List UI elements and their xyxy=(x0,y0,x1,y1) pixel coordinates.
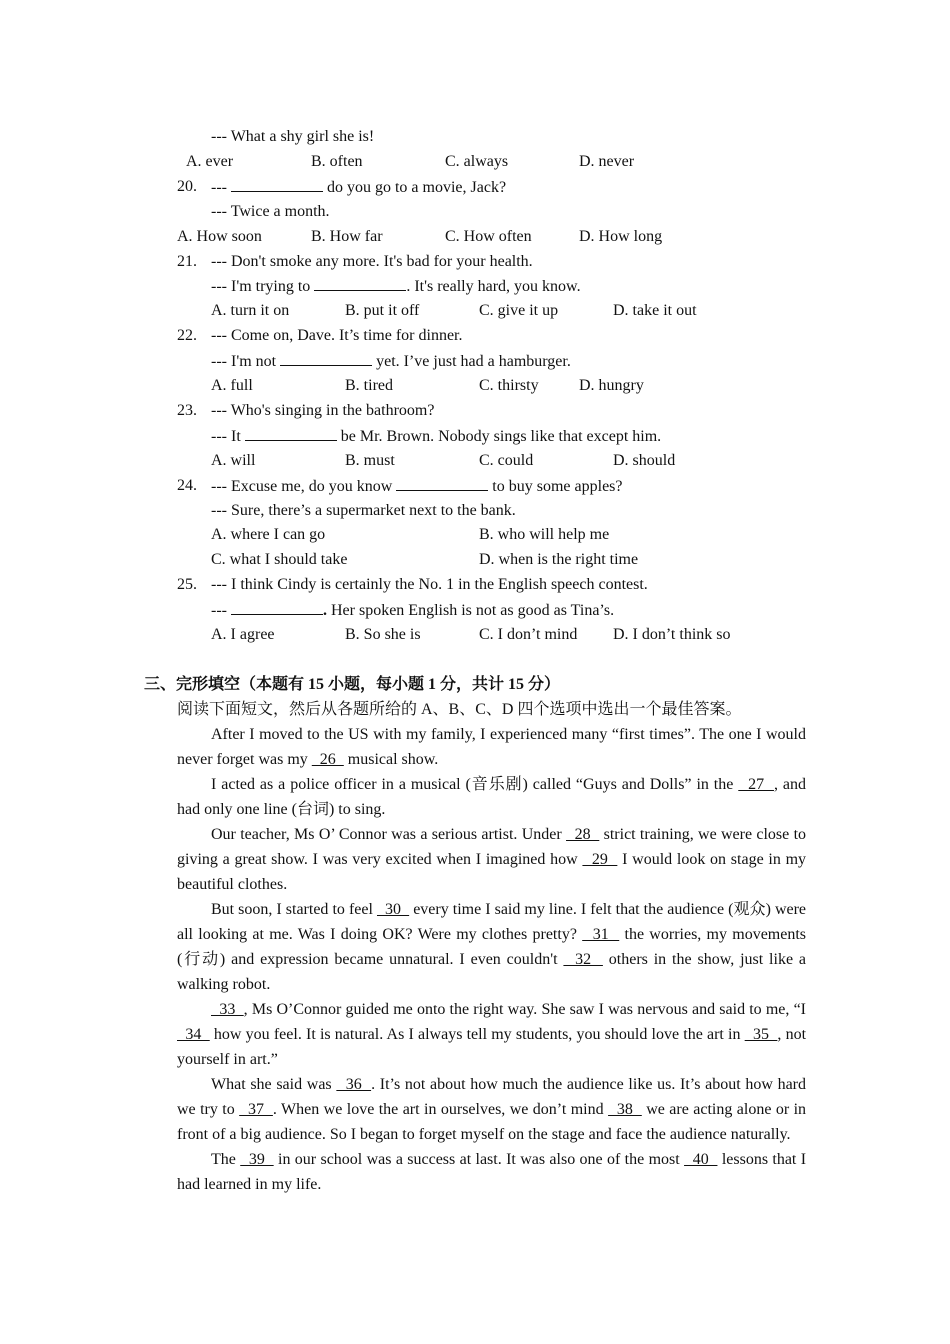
q24-line1-post: to buy some apples? xyxy=(492,478,623,495)
passage-paragraph-1 xyxy=(177,722,806,772)
q21-line2-post: . It's really hard, you know. xyxy=(406,278,581,295)
blank-39: 39 xyxy=(240,1151,274,1168)
q21-option-d: D. take it out xyxy=(613,302,697,319)
passage-paragraph-5 xyxy=(177,997,806,1072)
passage-text: After I moved to the US with my family, I experienced many “first times”. The one I would never forget was my xyxy=(177,726,806,768)
passage-text: in our school was a success at last. It was also one of the most xyxy=(278,1151,680,1168)
q22-option-a: A. full xyxy=(211,377,253,394)
passage-text: I would look on stage in my beautiful clothes. xyxy=(177,851,807,893)
q20-option-d: D. How long xyxy=(579,228,663,245)
passage-paragraph-3 xyxy=(177,822,806,897)
q24-number: 24. xyxy=(177,477,197,494)
q20-option-c: C. How often xyxy=(445,228,532,245)
answer-blank xyxy=(231,600,323,615)
q20-line2: --- Twice a month. xyxy=(211,203,330,220)
q25-line2-post: Her spoken English is not as good as Tina’s. xyxy=(330,602,615,619)
q23-line2-pre: --- It xyxy=(211,428,241,445)
q22-option-d: D. hungry xyxy=(579,377,644,394)
blank-27: 27 xyxy=(738,776,774,793)
q25-number: 25. xyxy=(177,576,197,593)
blank-28: 28 xyxy=(566,826,600,843)
q21-option-b: B. put it off xyxy=(345,302,420,319)
passage-paragraph-6 xyxy=(177,1072,806,1147)
q22-line2 xyxy=(211,351,571,372)
passage-text: musical show. xyxy=(347,751,439,768)
q19-option-d: D. never xyxy=(579,153,635,170)
blank-29: 29 xyxy=(582,851,618,868)
blank-40: 40 xyxy=(684,1151,718,1168)
passage-text: Our teacher, Ms O’ Connor was a serious artist. Under xyxy=(211,826,562,843)
blank-34: 34 xyxy=(177,1026,210,1043)
q23-number: 23. xyxy=(177,402,197,419)
passage-text: how you feel. It is natural. As I always tell my students, you should love the art in xyxy=(213,1026,741,1043)
passage-text: others in the show, just like a walking robot. xyxy=(177,951,807,993)
blank-35: 35 xyxy=(744,1026,778,1043)
q25-option-d: D. I don’t think so xyxy=(613,626,731,643)
passage-text: the worries, my movements (行动) and expression became unnatural. I even couldn't xyxy=(177,926,807,968)
passage-text: . When we love the art in ourselves, we don’t mind xyxy=(272,1101,604,1118)
q20-option-b: B. How far xyxy=(311,228,383,245)
passage-paragraph-2 xyxy=(177,772,806,822)
passage-paragraph-7 xyxy=(177,1147,806,1197)
q20-line1-pre: --- xyxy=(211,179,227,196)
passage-text: , Ms O’Connor guided me onto the right way. She saw I was nervous and said to me, “I xyxy=(243,1001,806,1018)
q20-line1-post: do you go to a movie, Jack? xyxy=(326,179,507,196)
q23-line2-post: be Mr. Brown. Nobody sings like that except him. xyxy=(340,428,662,445)
passage-text: I acted as a police officer in a musical (音乐剧) called “Guys and Dolls” in the xyxy=(211,776,734,793)
passage-text: lessons that I had learned in my life. xyxy=(177,1151,807,1193)
q24-line1 xyxy=(211,476,623,497)
q23-option-b: B. must xyxy=(345,452,395,469)
q20-option-a: A. How soon xyxy=(177,228,262,245)
passage-text: The xyxy=(211,1151,236,1168)
q22-option-c: C. thirsty xyxy=(479,377,539,394)
q25-line2 xyxy=(211,600,614,621)
q20-number: 20. xyxy=(177,178,197,195)
q22-line2-post: yet. I’ve just had a hamburger. xyxy=(376,353,571,370)
blank-26: 26 xyxy=(311,751,344,768)
q19-reply: --- What a shy girl she is! xyxy=(211,128,375,145)
q24-option-b: B. who will help me xyxy=(479,526,610,543)
q19-option-b: B. often xyxy=(311,153,363,170)
answer-blank xyxy=(245,426,337,441)
q23-option-a: A. will xyxy=(211,452,256,469)
q25-line1: --- I think Cindy is certainly the No. 1 in the English speech contest. xyxy=(211,576,648,593)
section3-instruction: 阅读下面短文，然后从各题所给的 A、B、C、D 四个选项中选出一个最佳答案。 xyxy=(177,701,742,718)
passage-text: But soon, I started to feel xyxy=(211,901,373,918)
q23-line2 xyxy=(211,426,661,447)
q21-line1: --- Don't smoke any more. It's bad for your health. xyxy=(211,253,533,270)
passage-text: , not yourself in art.” xyxy=(177,1026,807,1068)
answer-blank xyxy=(231,177,323,192)
answer-blank xyxy=(280,351,372,366)
q23-line1: --- Who's singing in the bathroom? xyxy=(211,402,435,419)
q25-line2-pre: --- xyxy=(211,602,227,619)
q24-option-c: C. what I should take xyxy=(211,551,348,568)
q21-line2-pre: --- I'm trying to xyxy=(211,278,311,295)
q21-option-a: A. turn it on xyxy=(211,302,290,319)
passage-paragraph-4 xyxy=(177,897,806,997)
q22-number: 22. xyxy=(177,327,197,344)
blank-31: 31 xyxy=(582,926,620,943)
passage-text: strict training, we were close to giving a great show. I was very excited when I imagined how xyxy=(177,826,807,868)
q25-option-c: C. I don’t mind xyxy=(479,626,578,643)
blank-33: 33 xyxy=(211,1001,244,1018)
q23-option-c: C. could xyxy=(479,452,534,469)
blank-32: 32 xyxy=(563,951,603,968)
q23-option-d: D. should xyxy=(613,452,676,469)
blank-30: 30 xyxy=(376,901,410,918)
q22-option-b: B. tired xyxy=(345,377,393,394)
q25-option-b: B. So she is xyxy=(345,626,421,643)
q25-option-a: A. I agree xyxy=(211,626,275,643)
q24-option-a: A. where I can go xyxy=(211,526,326,543)
q21-line2 xyxy=(211,276,581,297)
q19-option-c: C. always xyxy=(445,153,509,170)
q25-line2-dot: . xyxy=(322,602,327,619)
passage-text: , and had only one line (台词) to sing. xyxy=(177,776,806,818)
section3-title: 三、完形填空（本题有 15 小题，每小题 1 分，共计 15 分） xyxy=(144,676,561,693)
answer-blank xyxy=(314,276,406,291)
q21-number: 21. xyxy=(177,253,197,270)
q20-line1 xyxy=(211,177,506,198)
passage-text: every time I said my line. I felt that the audience (观众) were all looking at me. Was I doing OK? Were my clothes pretty? xyxy=(177,901,807,943)
blank-37: 37 xyxy=(239,1101,273,1118)
q22-line1: --- Come on, Dave. It’s time for dinner. xyxy=(211,327,463,344)
blank-36: 36 xyxy=(336,1076,372,1093)
cloze-passage xyxy=(177,722,806,1197)
passage-text: we are acting alone or in front of a big audience. So I began to forget myself on the stage and face the audience naturally. xyxy=(177,1101,807,1143)
q22-line2-pre: --- I'm not xyxy=(211,353,277,370)
passage-text: What she said was xyxy=(211,1076,332,1093)
passage-text: . It’s not about how much the audience like us. It’s about how hard we try to xyxy=(177,1076,807,1118)
q19-option-a: A. ever xyxy=(186,153,234,170)
answer-blank xyxy=(396,476,488,491)
q24-option-d: D. when is the right time xyxy=(479,551,639,568)
q24-line2: --- Sure, there’s a supermarket next to the bank. xyxy=(211,502,516,519)
blank-38: 38 xyxy=(608,1101,642,1118)
q24-line1-pre: --- Excuse me, do you know xyxy=(211,478,393,495)
q21-option-c: C. give it up xyxy=(479,302,559,319)
